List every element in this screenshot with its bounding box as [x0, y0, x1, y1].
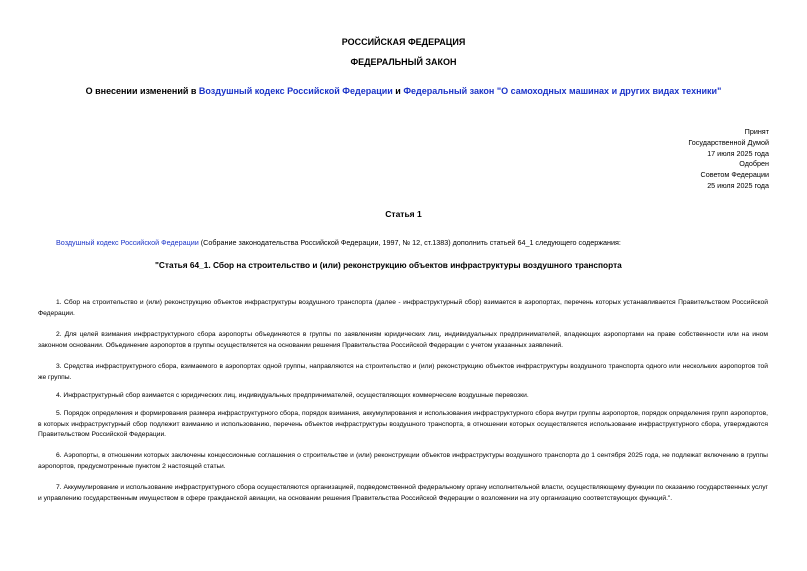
- law-title: [0, 86, 807, 96]
- new-article-title: "Статья 64_1. Сбор на строительство и (или) реконструкцию объектов инфраструктуры воздушного транспорта: [155, 260, 622, 270]
- law-title-prefix: О внесении изменений в: [85, 86, 199, 96]
- paragraph-6: 6. Аэропорты, в отношении которых заключены концессионные соглашения о строительстве и (или) реконструкции объектов инфраструктуры воздушного транспорта до 1 сентября 2025 года, не подлежат включению в группы аэропортов, предусмотренные пунктом 2 настоящей статьи.: [38, 452, 768, 470]
- adoption-line: Государственной Думой: [688, 137, 769, 147]
- paragraph-3: 3. Средства инфраструктурного сбора, взимаемого в аэропортах одной группы, направляются на строительство и (или) реконструкцию объектов инфраструктуры воздушного транспорта одного или нескольких аэропортов той же группы.: [38, 363, 768, 381]
- intro-air-code-link[interactable]: Воздушный кодекс Российской Федерации: [56, 238, 199, 247]
- paragraph-4: 4. Инфраструктурный сбор взимается с юридических лиц, индивидуальных предпринимателей, осуществляющих коммерческие воздушные перевозки.: [56, 392, 529, 399]
- paragraph-7: 7. Аккумулирование и использование инфраструктурного сбора осуществляются организацией, подведомственной федеральному органу исполнительной власти, осуществляющему функции по оказанию государственных услуг и управлению государственным имуществом в сфере гражданской авиации, на основании решения Правительства Российской Федерации о возложении на эту организацию соответствующих функций.".: [38, 484, 768, 502]
- paragraph-5: 5. Порядок определения и формирования размера инфраструктурного сбора, порядок взимания, аккумулирования и использования инфраструктурного сбора внутри группы аэропортов, порядок определения групп аэропортов, в которых инфраструктурный сбор подлежит взиманию и использованию, перечень объектов инфраструктуры воздушного транспорта, в отношении которых осуществляется использование инфраструктурного сбора, утверждаются Правительством Российской Федерации.: [38, 410, 768, 438]
- intro-text: (Собрание законодательства Российской Федерации, 1997, № 12, ст.1383) дополнить статьей 64_1 следующего содержания:: [198, 238, 621, 247]
- adoption-date: 17 июля 2025 года: [707, 148, 769, 158]
- article-intro: [56, 238, 768, 247]
- approval-line: Одобрен: [739, 159, 769, 169]
- adoption-block: [569, 127, 769, 192]
- law-type-heading: ФЕДЕРАЛЬНЫЙ ЗАКОН: [350, 57, 457, 67]
- approval-line: Советом Федерации: [700, 170, 769, 180]
- adoption-line: Принят: [744, 127, 769, 136]
- paragraph-2: 2. Для целей взимания инфраструктурного сбора аэропорты объединяются в группы по заявлениям юридических лиц, индивидуальных предпринимателей, владеющих аэропортами на праве собственности или на ином законном основании. Объединение аэропортов в группы осуществляется на основании решения Правительства Российской Федерации с учетом указанных заявлений.: [38, 331, 768, 349]
- approval-date: 25 июля 2025 года: [707, 180, 769, 190]
- air-code-link[interactable]: Воздушный кодекс Российской Федерации: [198, 86, 393, 96]
- article-heading: Статья 1: [385, 209, 422, 219]
- self-propelled-law-link[interactable]: Федеральный закон "О самоходных машинах и других видах техники": [403, 86, 722, 96]
- law-title-mid: и: [392, 86, 404, 96]
- country-heading: РОССИЙСКАЯ ФЕДЕРАЦИЯ: [341, 37, 466, 47]
- paragraph-1: 1. Сбор на строительство и (или) реконструкцию объектов инфраструктуры воздушного транспорта (далее - инфраструктурный сбор) взимается в аэропортах, перечень которых устанавливается Правительством Российской Федерации.: [38, 299, 768, 317]
